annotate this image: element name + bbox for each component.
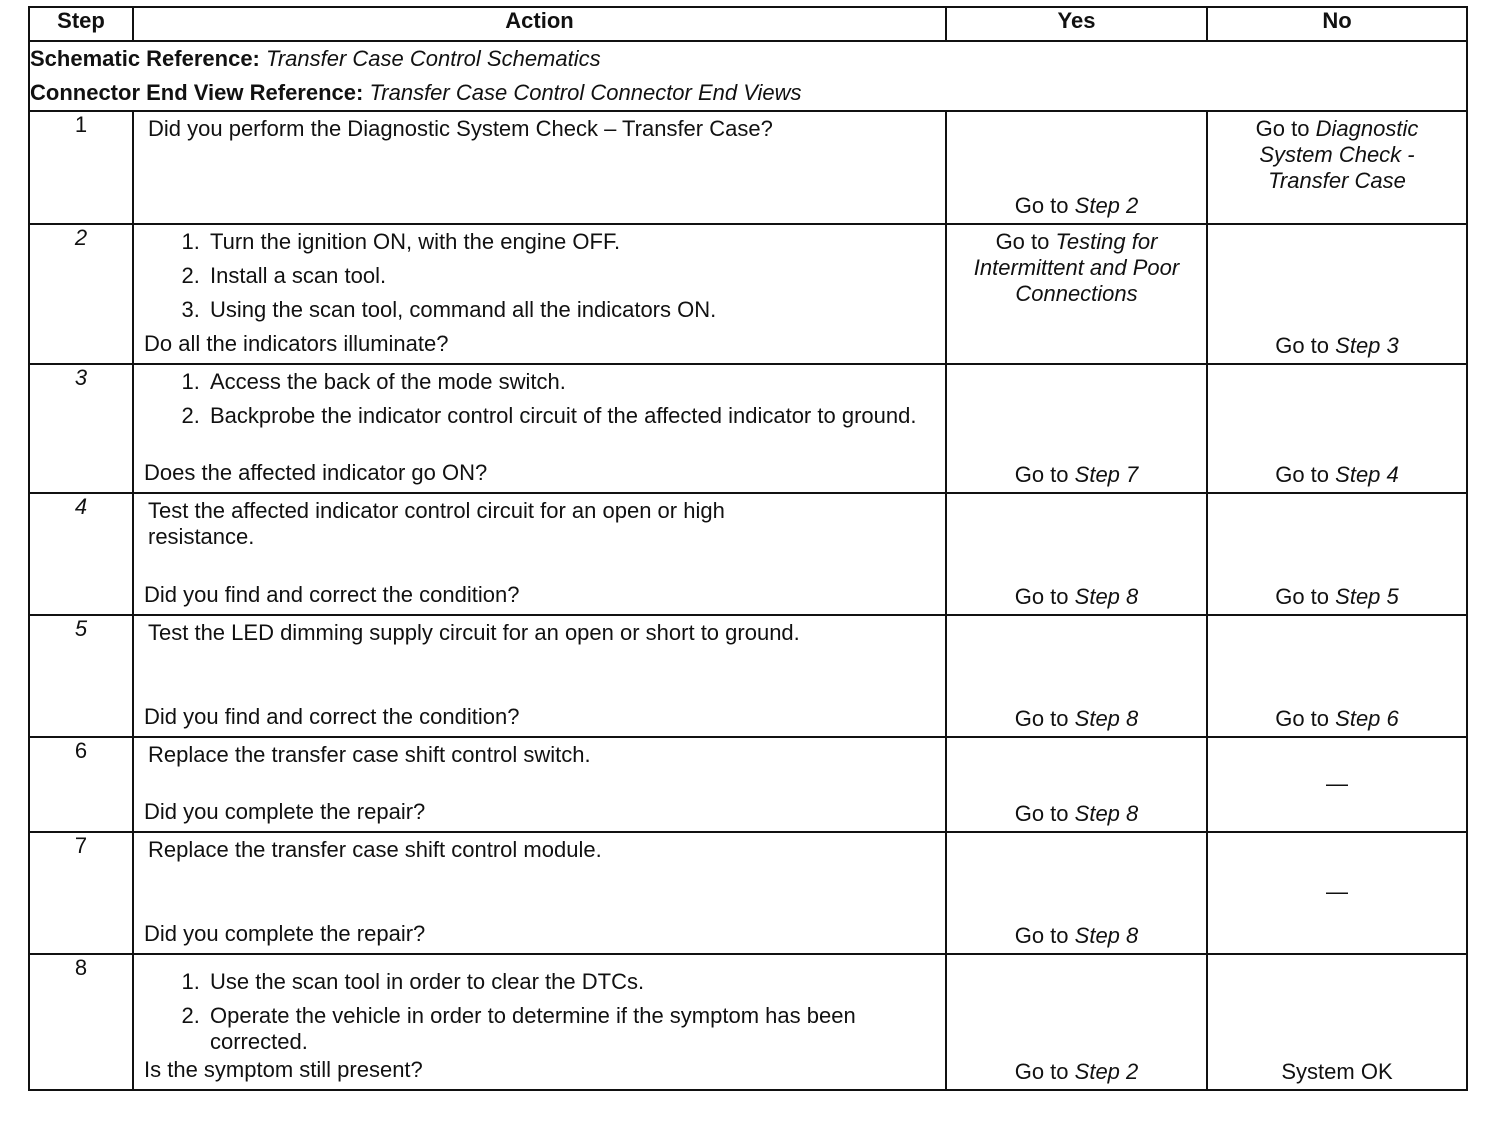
table-row — [29, 954, 1467, 1090]
action-text: Did you perform the Diagnostic System Check – Transfer Case? — [148, 116, 773, 141]
no-result[interactable]: Go to Step 6 — [1275, 706, 1399, 731]
yes-result[interactable]: Go to Testing for Intermittent and Poor Connections — [973, 229, 1180, 306]
table-row — [29, 224, 1467, 364]
action-cell — [133, 954, 946, 1090]
yes-cell — [946, 954, 1207, 1090]
instruction-item: 2. Install a scan tool. — [206, 263, 933, 289]
instruction-list — [146, 969, 933, 1055]
action-cell — [133, 615, 946, 737]
table-row — [29, 111, 1467, 224]
step-number: 3 — [29, 364, 133, 493]
yes-result[interactable]: Go to Step 8 — [1014, 801, 1139, 826]
yes-cell — [946, 224, 1207, 364]
step-number: 5 — [29, 615, 133, 737]
yes-result[interactable]: Go to Step 8 — [1014, 584, 1139, 609]
schematic-reference-label: Schematic Reference: — [30, 46, 260, 71]
connector-reference — [30, 76, 1466, 110]
no-result-dash: — — [1326, 879, 1348, 904]
header-no: No — [1207, 7, 1467, 41]
no-cell — [1207, 493, 1467, 615]
action-cell — [133, 493, 946, 615]
question-text: Did you find and correct the condition? — [144, 704, 520, 729]
diagnostic-table — [28, 6, 1468, 1091]
table-row — [29, 364, 1467, 493]
no-cell — [1207, 954, 1467, 1090]
connector-reference-label: Connector End View Reference: — [30, 80, 364, 105]
connector-reference-link[interactable]: Transfer Case Control Connector End Views — [369, 80, 802, 105]
yes-cell — [946, 111, 1207, 224]
table-row — [29, 832, 1467, 954]
no-cell — [1207, 737, 1467, 832]
yes-result[interactable]: Go to Step 8 — [1014, 706, 1139, 731]
instruction-item: 2. Operate the vehicle in order to determine if the symptom has been corrected. — [206, 1003, 933, 1055]
yes-cell — [946, 364, 1207, 493]
schematic-reference-link[interactable]: Transfer Case Control Schematics — [266, 46, 601, 71]
instruction-item: 2. Backprobe the indicator control circuit of the affected indicator to ground. — [206, 403, 933, 429]
yes-result[interactable]: Go to Step 2 — [1014, 193, 1139, 218]
reference-cell — [29, 41, 1467, 111]
question-text: Did you complete the repair? — [144, 799, 426, 824]
step-number: 4 — [29, 493, 133, 615]
no-cell — [1207, 615, 1467, 737]
step-number: 1 — [29, 111, 133, 224]
header-row — [29, 7, 1467, 41]
question-text: Did you complete the repair? — [144, 921, 426, 946]
no-cell — [1207, 111, 1467, 224]
no-cell — [1207, 224, 1467, 364]
reference-row — [29, 41, 1467, 111]
instruction-item: 1. Use the scan tool in order to clear the DTCs. — [206, 969, 933, 995]
header-yes: Yes — [946, 7, 1207, 41]
instruction-item: 3. Using the scan tool, command all the indicators ON. — [206, 297, 933, 323]
action-cell — [133, 737, 946, 832]
step-number: 7 — [29, 832, 133, 954]
question-text: Did you find and correct the condition? — [144, 582, 520, 607]
yes-cell — [946, 493, 1207, 615]
table-row — [29, 737, 1467, 832]
header-action: Action — [133, 7, 946, 41]
action-text: Test the LED dimming supply circuit for an open or short to ground. — [148, 620, 800, 645]
question-text: Does the affected indicator go ON? — [144, 460, 488, 485]
question-text: Do all the indicators illuminate? — [144, 331, 449, 356]
yes-cell — [946, 832, 1207, 954]
action-cell — [133, 832, 946, 954]
header-step: Step — [29, 7, 133, 41]
no-cell — [1207, 364, 1467, 493]
action-text: Replace the transfer case shift control module. — [148, 837, 602, 862]
step-number: 8 — [29, 954, 133, 1090]
step-number: 6 — [29, 737, 133, 832]
instruction-item: 1. Access the back of the mode switch. — [206, 369, 933, 395]
action-cell — [133, 111, 946, 224]
action-text: Replace the transfer case shift control switch. — [148, 742, 591, 767]
yes-cell — [946, 737, 1207, 832]
no-result[interactable]: Go to Step 3 — [1275, 333, 1399, 358]
yes-result[interactable]: Go to Step 8 — [1014, 923, 1139, 948]
no-result[interactable]: Go to Diagnostic System Check - Transfer Case — [1255, 116, 1419, 193]
table-row — [29, 493, 1467, 615]
no-result[interactable]: Go to Step 5 — [1275, 584, 1399, 609]
question-text: Is the symptom still present? — [144, 1057, 423, 1082]
yes-result[interactable]: Go to Step 2 — [1014, 1059, 1139, 1084]
action-text: Test the affected indicator control circuit for an open or high resistance. — [148, 498, 725, 549]
table-row — [29, 615, 1467, 737]
schematic-reference — [30, 42, 1466, 76]
step-number: 2 — [29, 224, 133, 364]
yes-cell — [946, 615, 1207, 737]
no-result: System OK — [1281, 1059, 1393, 1084]
action-cell — [133, 224, 946, 364]
instruction-item: 1. Turn the ignition ON, with the engine OFF. — [206, 229, 933, 255]
no-result[interactable]: Go to Step 4 — [1275, 462, 1399, 487]
no-result-dash: — — [1326, 770, 1348, 796]
instruction-list — [146, 369, 933, 429]
yes-result[interactable]: Go to Step 7 — [1014, 462, 1139, 487]
no-cell — [1207, 832, 1467, 954]
action-cell — [133, 364, 946, 493]
instruction-list — [146, 229, 933, 323]
